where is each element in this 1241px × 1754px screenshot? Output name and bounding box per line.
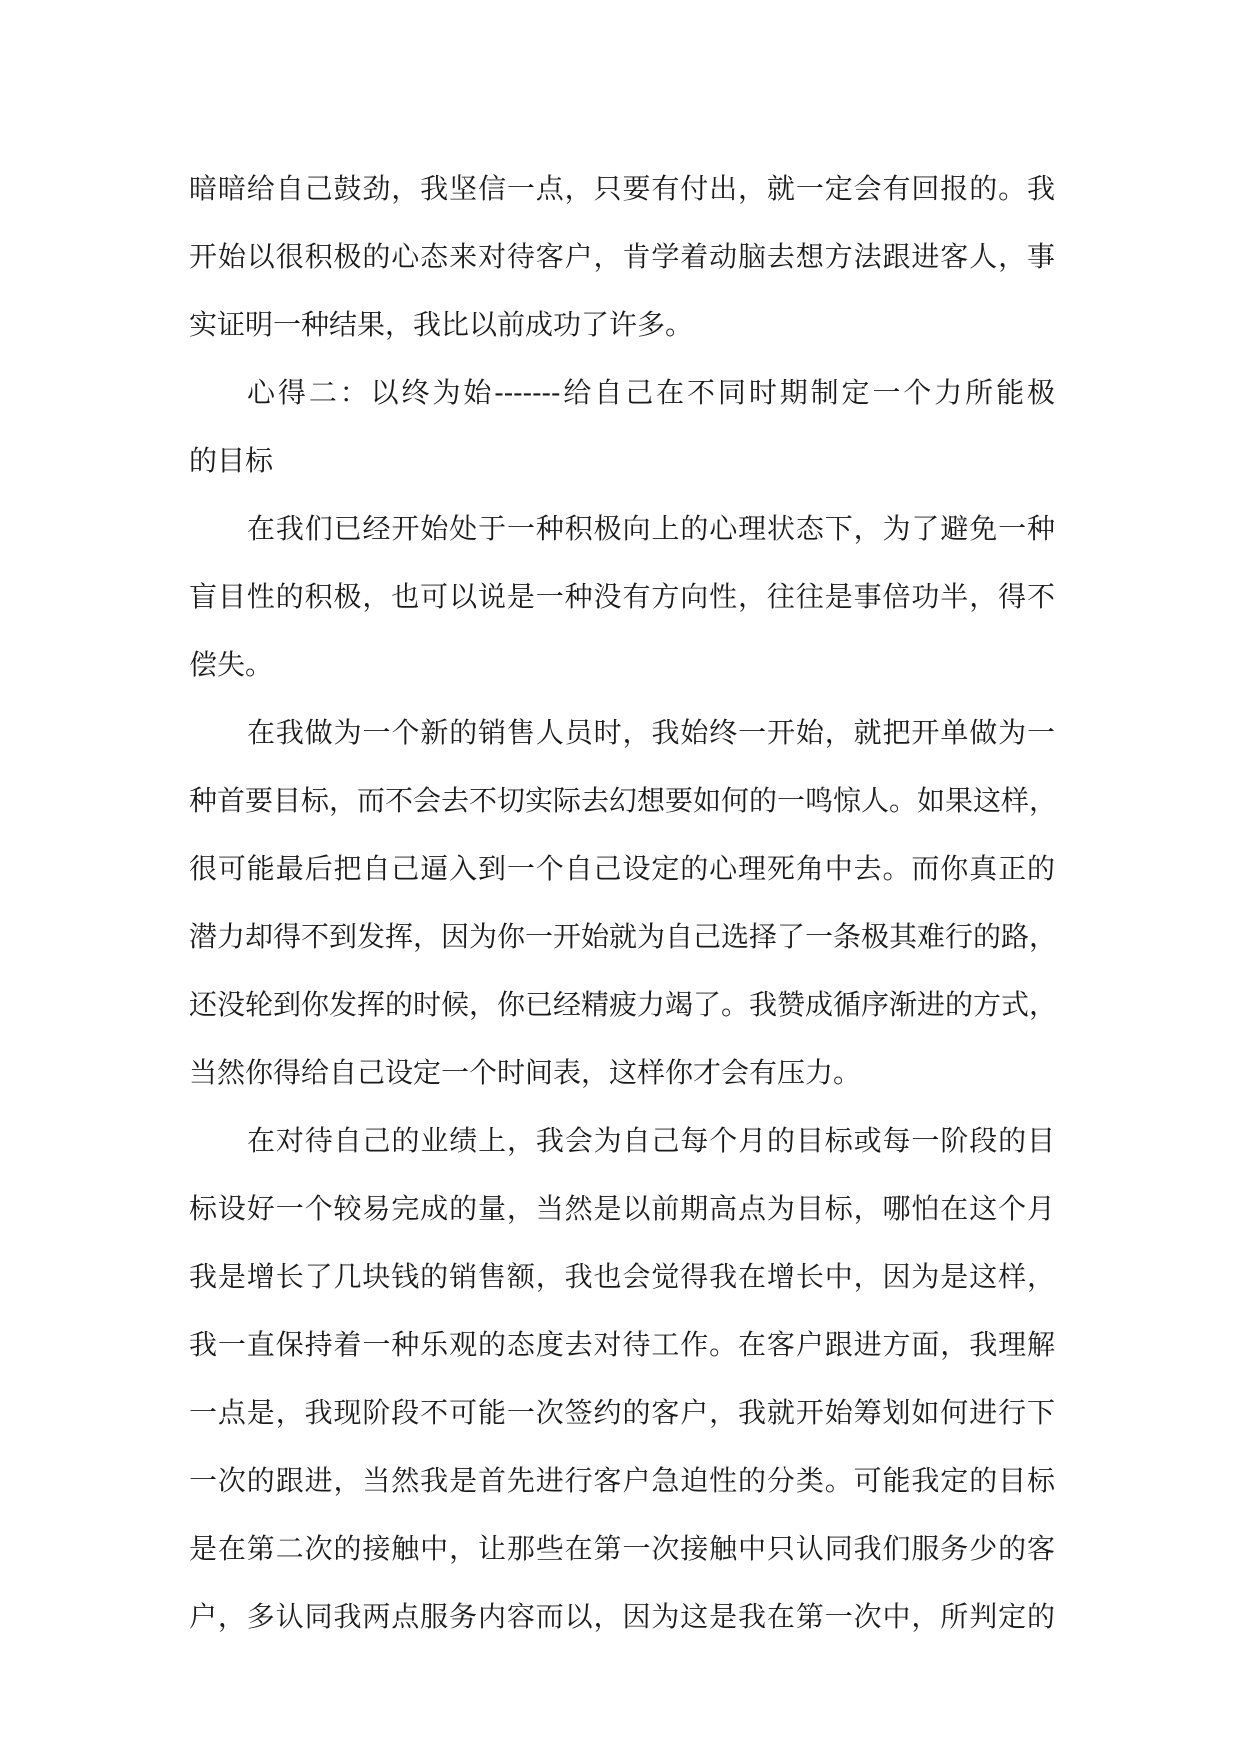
text-line: 是在第二次的接触中，让那些在第一次接触中只认同我们服务少的客 [189, 1532, 1055, 1565]
text-line: 很可能最后把自己逼入到一个自己设定的心理死角中去。而你真正的 [189, 852, 1055, 885]
text-line: 当然你得给自己设定一个时间表，这样你才会有压力。 [189, 1056, 862, 1089]
text-line: 在对待自己的业绩上，我会为自己每个月的目标或每一阶段的目 [247, 1124, 1055, 1157]
text-line: 还没轮到你发挥的时候，你已经精疲力竭了。我赞成循序渐进的方式， [189, 988, 1058, 1021]
text-line: 实证明一种结果，我比以前成功了许多。 [189, 308, 694, 341]
document-body [189, 155, 1058, 1651]
text-line: 一次的跟进，当然我是首先进行客户急迫性的分类。可能我定的目标 [189, 1464, 1055, 1497]
section-heading-line: 心得二：以终为始-------给自己在不同时期制定一个力所能极 [247, 376, 1055, 409]
text-line: 我是增长了几块钱的销售额，我也会觉得我在增长中，因为是这样， [189, 1260, 1055, 1293]
text-line: 暗暗给自己鼓劲，我坚信一点，只要有付出，就一定会有回报的。我 [189, 172, 1055, 205]
text-line: 一点是，我现阶段不可能一次签约的客户，我就开始筹划如何进行下 [189, 1396, 1055, 1429]
section-heading-line: 的目标 [189, 444, 274, 477]
text-line: 在我们已经开始处于一种积极向上的心理状态下，为了避免一种 [247, 512, 1055, 545]
text-line: 种首要目标，而不会去不切实际去幻想要如何的一鸣惊人。如果这样， [189, 784, 1058, 817]
text-line: 在我做为一个新的销售人员时，我始终一开始，就把开单做为一 [247, 716, 1055, 749]
text-line: 我一直保持着一种乐观的态度去对待工作。在客户跟进方面，我理解 [189, 1328, 1055, 1361]
text-line: 户，多认同我两点服务内容而以，因为这是我在第一次中，所判定的 [189, 1600, 1055, 1633]
text-line: 开始以很积极的心态来对待客户，肯学着动脑去想方法跟进客人，事 [189, 240, 1055, 273]
text-line: 盲目性的积极，也可以说是一种没有方向性，往往是事倍功半，得不 [189, 580, 1055, 613]
text-line: 潜力却得不到发挥，因为你一开始就为自己选择了一条极其难行的路， [189, 920, 1058, 953]
text-line: 标设好一个较易完成的量，当然是以前期高点为目标，哪怕在这个月 [189, 1192, 1055, 1225]
text-line: 偿失。 [189, 648, 274, 681]
